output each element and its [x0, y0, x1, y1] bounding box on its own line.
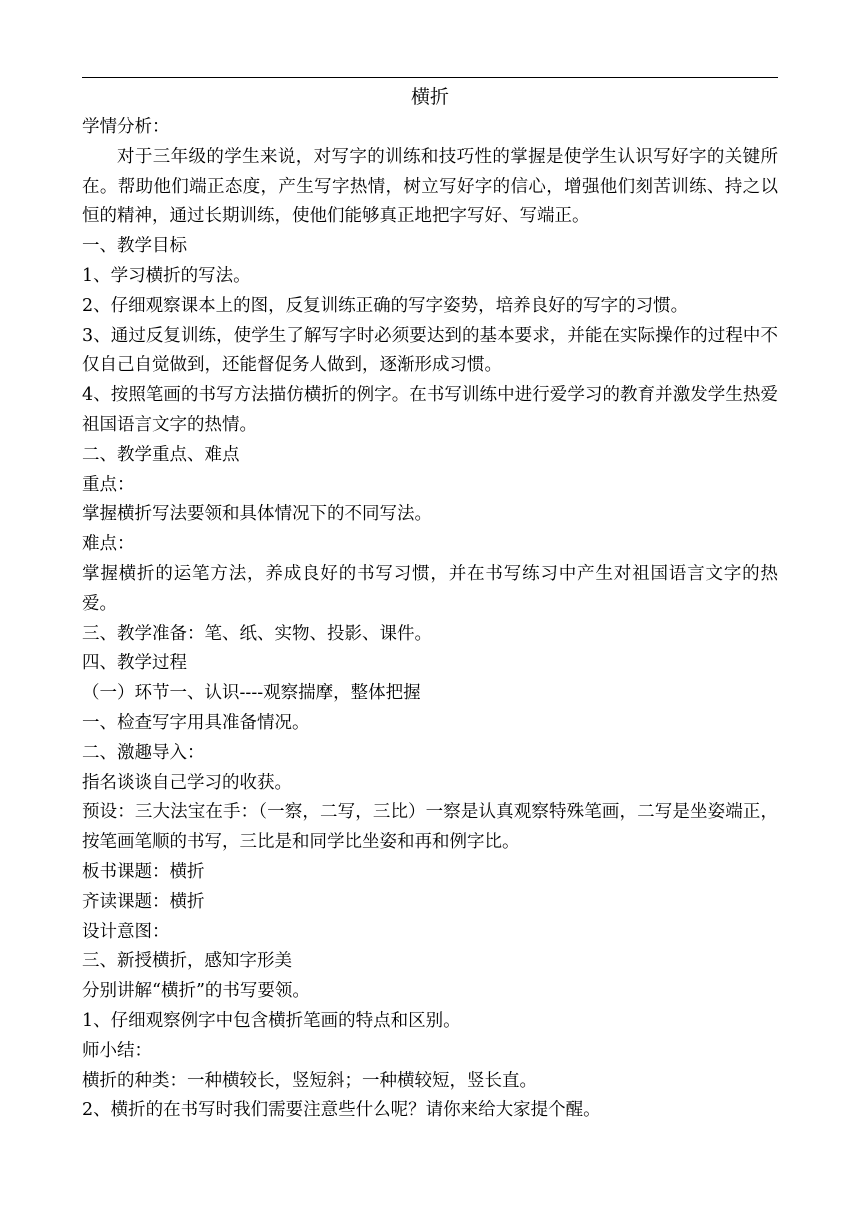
analysis-heading: 学情分析： — [82, 117, 170, 137]
focus-heading: 二、教学重点、难点 — [82, 444, 240, 465]
preparation-line: 三、教学准备：笔、纸、实物、投影、课件。 — [82, 623, 432, 644]
goal-item-2: 2、仔细观察课本上的图，反复训练正确的写字姿势，培养良好的写字的习惯。 — [82, 295, 689, 316]
document-title: 横折 — [410, 86, 449, 108]
design-intent-line: 设计意图： — [82, 921, 170, 942]
difficulty-label: 难点： — [82, 534, 135, 555]
header-rule — [82, 77, 778, 78]
process-heading: 四、教学过程 — [82, 653, 187, 674]
new-lesson-heading: 三、新授横折，感知字形美 — [82, 951, 292, 972]
focus-label: 重点： — [82, 474, 135, 495]
read-title-line: 齐读课题：横折 — [82, 891, 205, 912]
board-title-line: 板书课题：横折 — [82, 861, 205, 882]
reminder-line: 2、横折的在书写时我们需要注意些什么呢？请你来给大家提个醒。 — [82, 1100, 601, 1121]
observe-line: 1、仔细观察例字中包含横折笔画的特点和区别。 — [82, 1010, 461, 1031]
intro-heading: 二、激趣导入： — [82, 742, 205, 763]
focus-body: 掌握横折写法要领和具体情况下的不同写法。 — [82, 504, 432, 525]
explain-line: 分别讲解“横折”的书写要领。 — [82, 981, 310, 1002]
summary-label: 师小结： — [82, 1040, 152, 1061]
preset-paragraph: 预设：三大法宝在手：（一察，二写，三比）一察是认真观察特殊笔画，二写是坐姿端正，按笔画笔顺的书写，三比是和同学比坐姿和再和例字比。 — [82, 802, 778, 853]
goal-item-4: 4、按照笔画的书写方法描仿横折的例字。在书写训练中进行爱学习的教育并激发学生热爱祖国语言文字的热情。 — [82, 385, 778, 435]
analysis-paragraph: 对于三年级的学生来说，对写字的训练和技巧性的掌握是使学生认识写好字的关键所在。帮助他们端正态度，产生写字热情，树立写好字的信心，增强他们刻苦训练、持之以恒的精神，通过长期训练，使他们能够真正地把字写好、写端正。 — [82, 146, 778, 227]
step-1-heading: （一）环节一、认识----观察揣摩，整体把握 — [82, 683, 421, 704]
check-tools-line: 一、检查写字用具准备情况。 — [82, 712, 310, 733]
summary-body: 横折的种类：一种横较长，竖短斜；一种横较短，竖长直。 — [82, 1070, 537, 1091]
goal-item-3: 3、通过反复训练，使学生了解写字时必须要达到的基本要求，并能在实际操作的过程中不仅自己自觉做到，还能督促务人做到，逐渐形成习惯。 — [82, 325, 778, 376]
document-body — [82, 81, 778, 1126]
goal-item-1: 1、学习横折的写法。 — [82, 265, 251, 286]
goals-heading: 一、教学目标 — [82, 236, 187, 257]
difficulty-body: 掌握横折的运笔方法，养成良好的书写习惯，并在书写练习中产生对祖国语言文字的热爱。 — [82, 563, 778, 614]
intro-body: 指名谈谈自己学习的收获。 — [82, 772, 292, 793]
